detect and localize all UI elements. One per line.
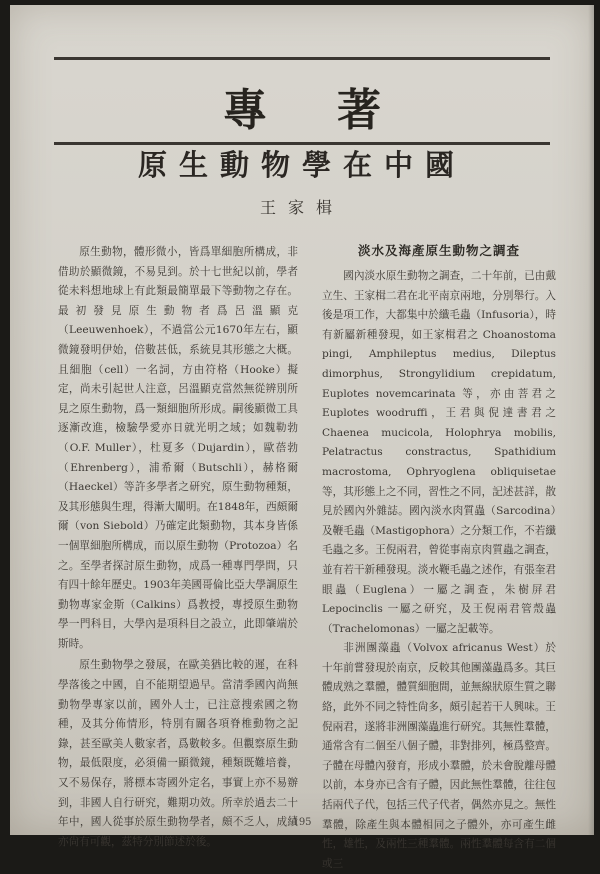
- paragraph: 國內淡水原生動物之調查，二十年前，已由戴立生、王家楫二君在北平南京兩地，分別舉行。入後是項工作，大都集中於纖毛蟲（Infusoria），時有新屬新種發現，如王家楫君之 Choanostoma pingi, Amphileptus medius, Dileptus dimorphus, Strongylidium crepidatum, Euplotes novemcarinata 等，亦由菩君之 Euplotes woodruffi，王君與倪達書君之 Chaenea mucicola, Holophrya mobilis, Pelatractus constractus, Spathidium macrostoma, Ophryoglena obliquisetae 等，其形態上之不同，習性之不同，記述甚詳，散見於國內外雜誌。國內淡水肉質蟲（Sarcodina）及鞭毛蟲（Mastigophora）之分類工作，不若纖毛蟲之多。王倪兩君，曾從事南京肉質蟲之調查，並有若干新種發現。淡水鞭毛蟲之述作，有張奎君眼蟲（Euglena）一屬之調查，朱樹屏君 Lepocinclis 一屬之研究，及王倪兩君管殼蟲（Trachelomonas）一屬之記載等。: [322, 270, 556, 635]
- paragraph: 非洲團藻蟲（Volvox africanus West）於十年前嘗發現於南京，反較其他團藻蟲爲多。其巨體成熟之羣體，體質細胞間，並無線狀原生質之聯絡，此外不同之特性尙多，頗引起若干人興味。王倪兩君，遂將非洲團藻蟲進行研究。其無性羣體，通常含有二個至八個子體，非對排列，極爲整齊。子體在母體內發育，形成小羣體，於未會脫離母體以前，本身亦已含有子體，因此無性羣體，往往包括兩代子代，包括三代子代者，偶然亦見之。無性羣體，除產生與本體相同之子體外，亦可產生雌性，雄性，及兩性三種羣體。兩性羣體每含有二個或三: [322, 642, 556, 870]
- right-column: [322, 267, 556, 874]
- page-number: 195: [292, 817, 312, 828]
- article-title: 原生動物學在中國: [137, 148, 466, 182]
- author-name: 王家楫: [259, 198, 344, 217]
- page-edge-shadow: [588, 5, 594, 835]
- section-banner: [54, 57, 550, 145]
- journal-page: [10, 5, 594, 870]
- banner-title: 專著: [223, 85, 451, 136]
- paragraph: 原生動物，體形微小，皆爲單細胞所構成，非借助於顯微鏡，不易見到。於十七世紀以前，學者從未料想地球上有此類最簡單最下等動物之存在。最初發見原生動物者爲呂溫顯克（Leeuwenhoek），不過當公元1670年左右，顯微鏡發明伊始，倍數甚低，系統見其形態之大概。且細胞（cell）一名詞，方由符格（Hooke）擬定，尚未引起世人注意，呂溫顯克當然無從辨別所見之原生動物，爲一類細胞所形成。嗣後顯微工具逐漸改進，檢驗學愛亦日就光明之域；如魏勒勃（O.F. Muller），杜夏多（Dujardin），歐蓓勃（Ehrenberg），浦希爾（Butschli），赫格爾（Haeckel）等許多學者之研究，原生動物種類，及其形態與生理，得漸大闡明。在1848年，西頗爾爾（von Siebold）乃確定此類動物，其本身皆係一個單細胞所構成，而以原生動物（Protozoa）名之。至學者探討原生動物，成爲一種專門學問，只有四十餘年歷史。1903年美國哥倫比亞大學調原生動物專家金斯（Calkins）爲教授，專授原生動物學一門科目，大學內是項科目之設立，此即肇端於斯時。: [58, 246, 298, 650]
- left-column: [58, 243, 298, 852]
- paragraph: 原生動物學之發展，在歐美猶比較的遲，在科學落後之中國，自不能期望過早。當清季國內尚無動物學專家以前，國外人士，已注意搜索國之物種，及其分佈情形，特別有關各項脊椎動物之記錄，甚至歐美人數家者，爲數較多。但觀察原生動物，最低限度，必須備一顯微鏡，種類既難培養，又不易保存，將標本寄國外定名，事實上亦不易辦到，非國人自行研究，難期功效。所幸於過去二十年中，國人從事於原生動物學者，頗不乏人，成績亦尙有可觀，茲特分別節述於後。: [58, 659, 298, 848]
- section-heading: 淡水及海產原生動物之調查: [357, 243, 520, 258]
